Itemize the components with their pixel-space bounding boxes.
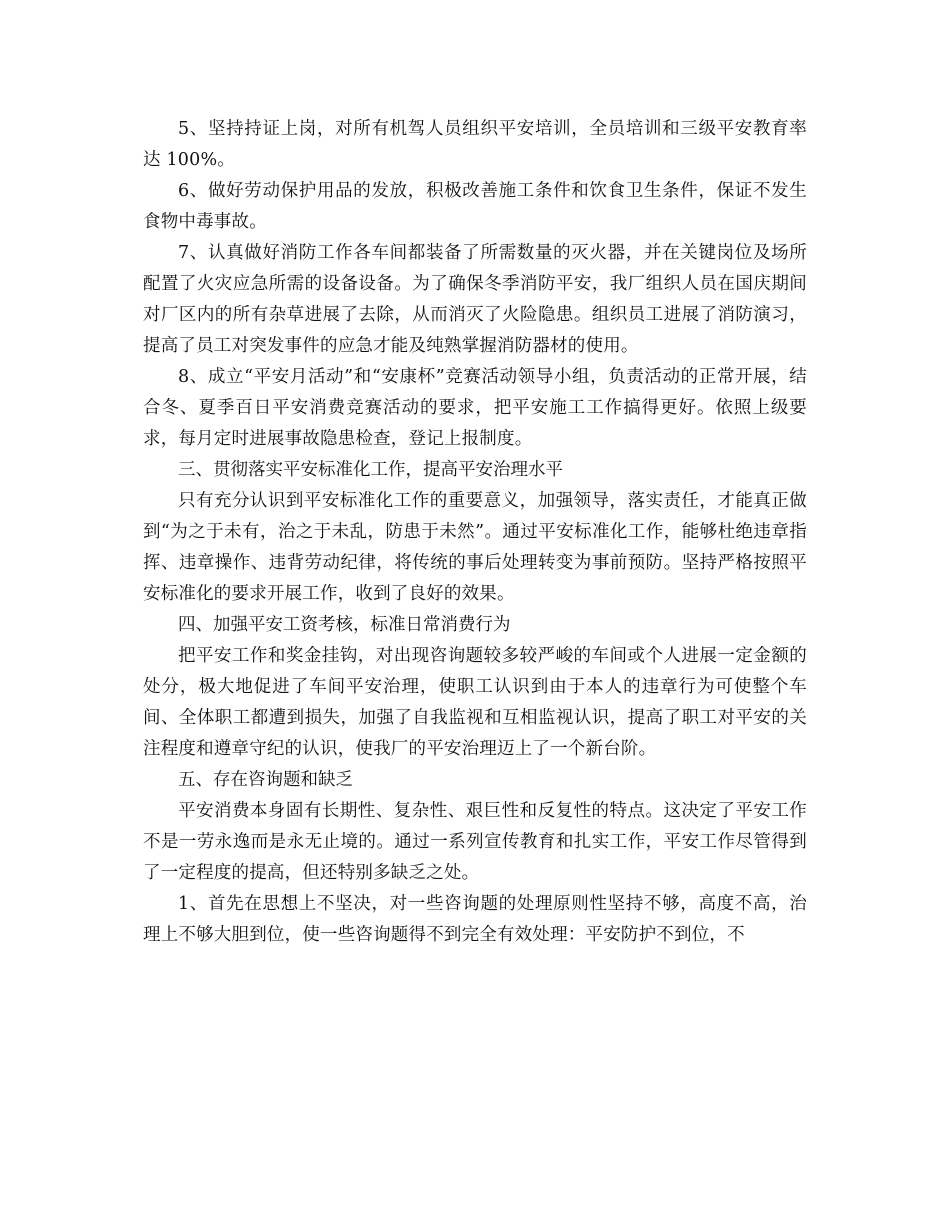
document-body (143, 114, 807, 951)
section-5-item-1: 1、首先在思想上不坚决，对一些咨询题的处理原则性坚持不够，高度不高，治理上不够大胆到位，使一些咨询题得不到完全有效处理：平安防护不到位，不 (143, 894, 807, 945)
section-heading-4: 四、加强平安工资考核，标准日常消费行为 (178, 615, 511, 635)
section-heading-5: 五、存在咨询题和缺乏 (178, 770, 353, 790)
paragraph-item-6: 6、做好劳动保护用品的发放，积极改善施工条件和饮食卫生条件，保证不发生食物中毒事故。 (143, 181, 807, 232)
section-heading-3: 三、贯彻落实平安标准化工作，提高平安治理水平 (178, 460, 563, 480)
paragraph-item-8: 8、成立“平安月活动”和“安康杯”竞赛活动领导小组，负责活动的正常开展，结合冬、夏季百日平安消费竞赛活动的要求，把平安施工工作搞得更好。依照上级要求，每月定时进展事故隐患检查，登记上报制度。 (143, 367, 807, 449)
section-5-paragraph: 平安消费本身固有长期性、复杂性、艰巨性和反复性的特点。这决定了平安工作不是一劳永逸而是永无止境的。通过一系列宣传教育和扎实工作，平安工作尽管得到了一定程度的提高，但还特别多缺乏之处。 (143, 801, 807, 883)
section-3-paragraph: 只有充分认识到平安标准化工作的重要意义，加强领导，落实责任，才能真正做到“为之于未有，治之于未乱，防患于未然”。通过平安标准化工作，能够杜绝违章指挥、违章操作、违背劳动纪律，将传统的事后处理转变为事前预防。坚持严格按照平安标准化的要求开展工作，收到了良好的效果。 (143, 491, 807, 604)
paragraph-item-7: 7、认真做好消防工作各车间都装备了所需数量的灭火器，并在关键岗位及场所配置了火灾应急所需的设备设备。为了确保冬季消防平安，我厂组织人员在国庆期间对厂区内的所有杂草进展了去除，从而消灭了火险隐患。组织员工进展了消防演习，提高了员工对突发事件的应急才能及纯熟掌握消防器材的使用。 (143, 243, 807, 356)
paragraph-item-5: 5、坚持持证上岗，对所有机驾人员组织平安培训，全员培训和三级平安教育率达 100%。 (143, 119, 807, 170)
section-4-paragraph: 把平安工作和奖金挂钩，对出现咨询题较多较严峻的车间或个人进展一定金额的处分，极大地促进了车间平安治理，使职工认识到由于本人的违章行为可使整个车间、全体职工都遭到损失，加强了自我监视和互相监视认识，提高了职工对平安的关注程度和遵章守纪的认识，使我厂的平安治理迈上了一个新台阶。 (143, 646, 807, 759)
